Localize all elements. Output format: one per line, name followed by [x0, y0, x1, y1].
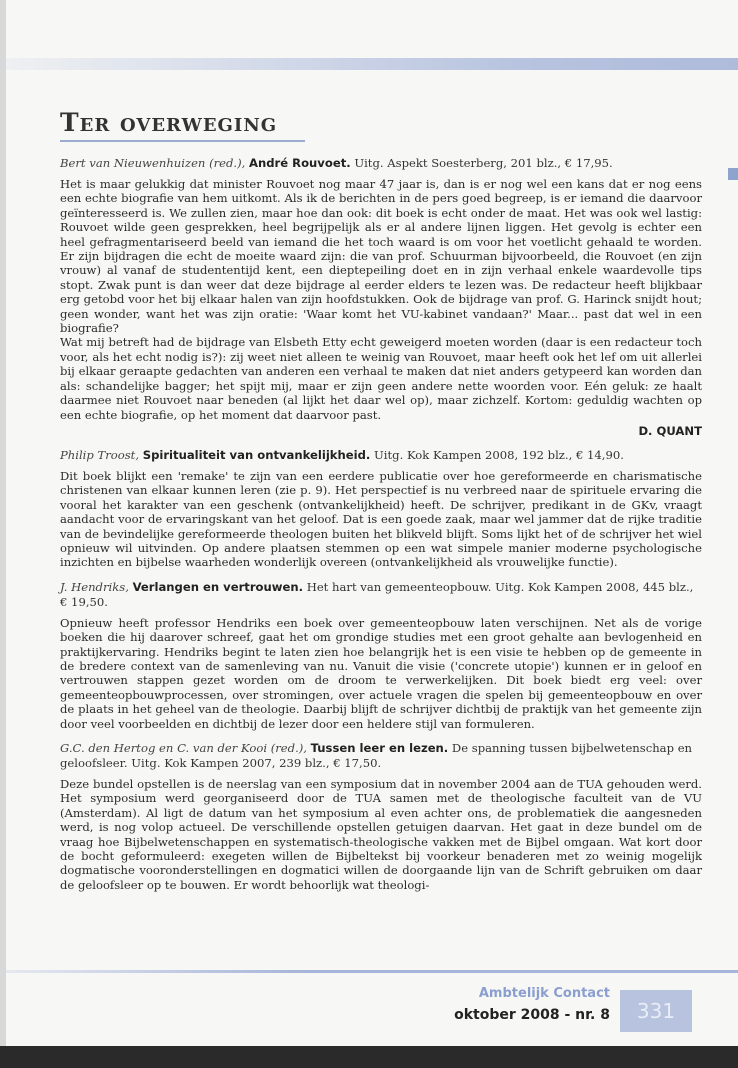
- review-book-title: André Rouvoet.: [249, 156, 351, 170]
- review-heading: [60, 741, 702, 771]
- issue-label: oktober 2008 - nr. 8: [454, 1007, 610, 1023]
- content-column: [60, 108, 702, 902]
- review-body: [60, 469, 702, 570]
- bottom-decorative-rule: [6, 970, 738, 973]
- review-body: [60, 616, 702, 731]
- review-author: G.C. den Hertog en C. van der Kooi (red.),: [60, 741, 307, 755]
- review-paragraph: Het is maar gelukkig dat minister Rouvoet nog maar 47 jaar is, dan is er nog wel een kans dat er nog eens een echte biografie van hem uitkomt. Als ik de berichten in de pers goed begreep, is er iemand die daarvoor geïnteresseerd is. We zullen zien, maar hoe dan ook: dit boek is echt onder de maat. Het was ook wel lastig: Rouvoet wilde geen gesprekken, heel begrijpelijk als er al andere lijnen liggen. Het gevolg is echter een heel gefragmentariseerd beeld van iemand die het toch waard is om voor het voetlicht gehaald te worden. Er zijn bijdragen die echt de moeite waard zijn: die van prof. Schuurman bijvoorbeeld, die Rouvoet (en zijn vrouw) al vanaf de studententijd kent, een dieptepeiling doet en in zijn verhaal enkele waardevolle tips stopt. Zwak punt is dan weer dat deze bijdrage al eerder elders te lezen was. De redacteur heeft blijkbaar erg getobd voor het bij elkaar halen van zijn hoofdstukken. Ook de bijdrage van prof. G. Harinck snijdt hout; geen wonder, want het was zijn oratie: 'Waar komt het VU-kabinet vandaan?' Maar... past dat wel in een biografie?: [60, 177, 702, 336]
- page-number: 331: [620, 990, 692, 1032]
- review-details: Uitg. Aspekt Soesterberg, 201 blz., € 17,95.: [354, 156, 613, 170]
- section-title: Ter overweging: [60, 108, 278, 137]
- review-body: [60, 177, 702, 422]
- review-paragraph: Wat mij betreft had de bijdrage van Elsbeth Etty echt geweigerd moeten worden (daar is een redacteur toch voor, als het echt nodig is?): zij weet niet alleen te weinig van Rouvoet, maar heeft ook het lef om uit allerlei bij elkaar geraapte gedachten van anderen een verhaal te maken dat niet anders getypeerd kan worden dan als: schandelijke bagger; het spijt mij, maar er zijn geen andere nette woorden voor. Eén geluk: ze haalt daarmee niet Rouvoet naar beneden (al lijkt het daar wel op), maar zichzelf. Kortom: geduldig wachten op een echte biografie, op het moment dat daarvoor past.: [60, 335, 702, 422]
- review-details: De spanning tussen bijbelwetenschap en geloofsleer. Uitg. Kok Kampen 2007, 239 blz., € 17,50.: [60, 741, 693, 770]
- review-body: [60, 777, 702, 892]
- top-decorative-bar: [6, 58, 738, 70]
- review-heading: [60, 580, 702, 610]
- review-1: [60, 156, 702, 438]
- review-author: Philip Troost,: [60, 447, 140, 462]
- review-details: Uitg. Kok Kampen 2008, 192 blz., € 14,90.: [374, 447, 624, 462]
- review-heading: [60, 448, 702, 463]
- review-author: J. Hendriks,: [60, 579, 129, 594]
- review-author: Bert van Nieuwenhuizen (red.),: [60, 156, 246, 170]
- review-paragraph: Dit boek blijkt een 'remake' te zijn van een eerdere publicatie over hoe gereformeerde en charismatische christenen van elkaar kunnen leren (zie p. 9). Het perspectief is nu verbreed naar de spirituele ervaring die vooral het karakter van een geschenk (ontvankelijkheid) heeft. De schrijver, predikant in de GKv, vraagt aandacht voor de ervaringskant van het geloof. Dat is een goede zaak, maar wel jammer dat de rijke traditie van de bevindelijke gereformeerde theologen buiten het blikveld blijft. Soms lijkt het of de schrijver het wiel opnieuw wil uitvinden. Op andere plaatsen stemmen op een wat simpele manier moderne psychologische inzichten en bijbelse waarheden wonderlijk overeen (ontvankelijkheid als vrouwelijke functie).: [60, 468, 702, 570]
- review-paragraph: Deze bundel opstellen is de neerslag van een symposium dat in november 2004 aan de TUA gehouden werd. Het symposium werd georganiseerd door de TUA samen met de theologische faculteit van de VU (Amsterdam). Al ligt de datum van het symposium al even achter ons, de problematiek die aangesneden werd, is nog volop actueel. De verschillende opstellen getuigen daarvan. Het gaat in deze bundel om de vraag hoe Bijbelwetenschappen en systematisch-theologische vakken met de Bijbel omgaan. Wat kort door de bocht geformuleerd: exegeten willen de Bijbeltekst bij voorkeur benaderen met zo weinig mogelijk dogmatische vooronderstellingen en dogmatici willen de doorgaande lijn van de Schrift gebruiken om daar de geloofsleer op te bouwen. Er wordt behoorlijk wat theologi-: [60, 777, 702, 892]
- review-book-title: Verlangen en vertrouwen.: [132, 579, 304, 594]
- review-book-title: Tussen leer en lezen.: [310, 741, 449, 755]
- review-signature: D. QUANT: [638, 423, 702, 438]
- review-3: [60, 580, 702, 731]
- review-book-title: Spiritualiteit van ontvankelijkheid.: [142, 447, 371, 462]
- magazine-name: Ambtelijk Contact: [478, 986, 610, 1001]
- review-2: [60, 448, 702, 570]
- review-heading: [60, 156, 702, 171]
- side-tab-marker: [728, 168, 738, 180]
- footer: [454, 986, 610, 1023]
- review-details: Het hart van gemeenteopbouw. Uitg. Kok Kampen 2008, 445 blz., € 19,50.: [60, 579, 694, 609]
- title-underline: [60, 140, 305, 142]
- review-4: [60, 741, 702, 892]
- review-paragraph: Opnieuw heeft professor Hendriks een boek over gemeenteopbouw laten verschijnen. Net als de vorige boeken die hij daarover schreef, gaat het om grondige studies met een groot gehalte aan bevlogenheid en praktijkervaring. Hendriks begint te laten zien hoe belangrijk het is een visie te hebben op de gemeente in de bredere context van de samenleving van nu. Vanuit die visie ('concrete utopie') kunnen er in geloof en vertrouwen stappen gezet worden om de droom te verwerkelijken. Dit boek biedt erg veel: over gemeenteopbouwprocessen, over stromingen, over actuele vragen die spelen bij gemeenteopbouw en over de plaats in het geheel van de theologie. Daarbij blijft de schrijver dichtbij de praktijk van het gemeente zijn door veel voorbeelden en dichtbij de lezer door een heldere stijl van formuleren.: [60, 615, 702, 731]
